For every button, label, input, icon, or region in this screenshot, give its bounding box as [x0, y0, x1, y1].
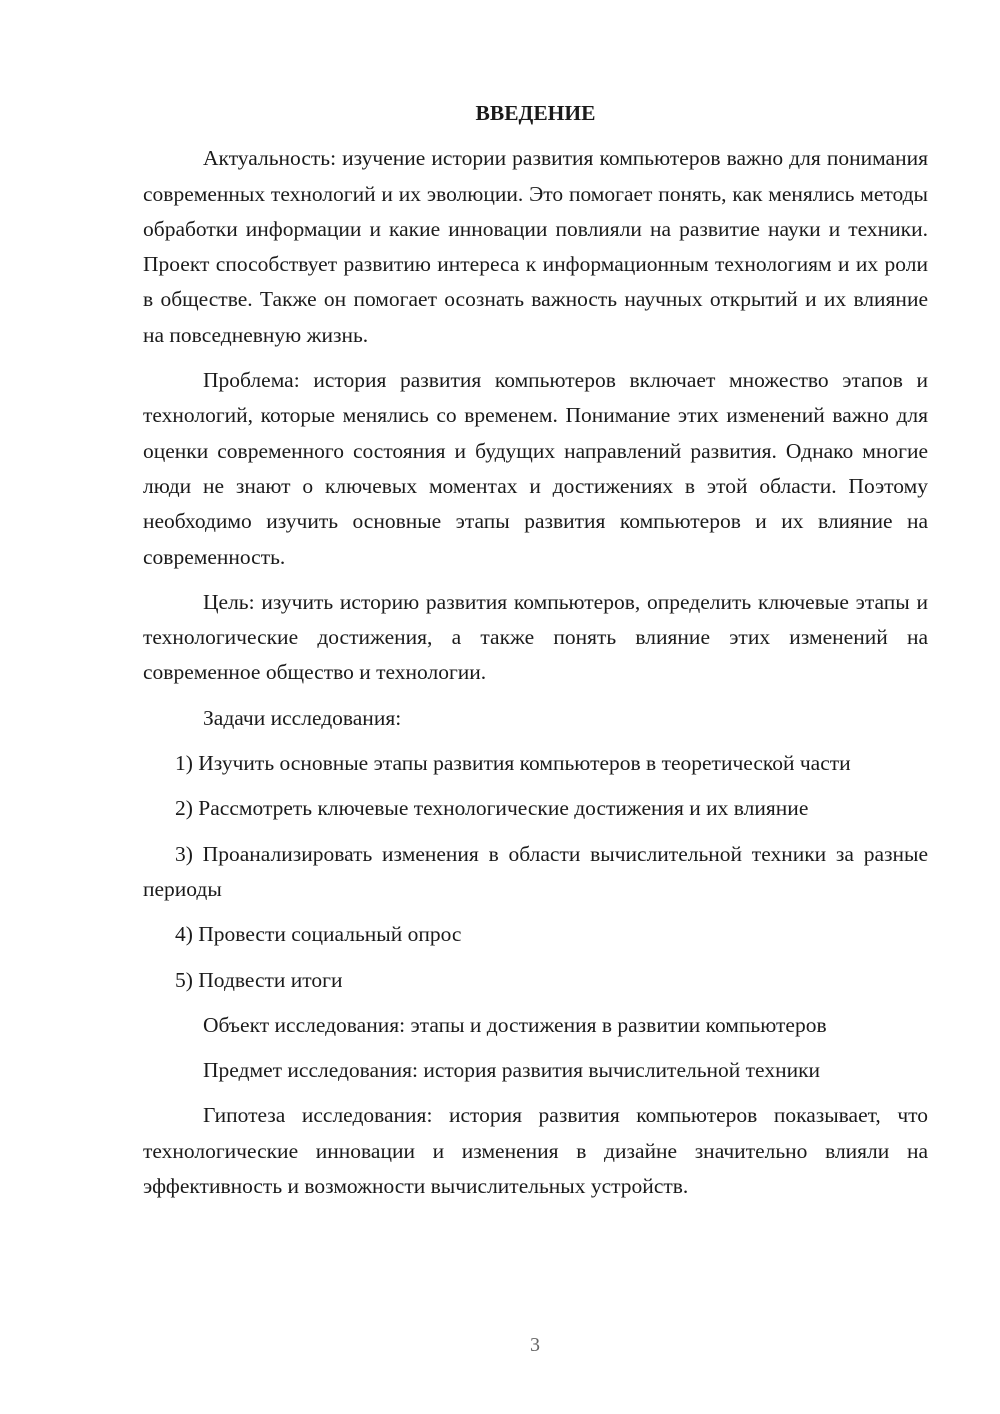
subject-paragraph: Предмет исследования: история развития вычислительной техники: [203, 1058, 821, 1083]
page-number: 3: [530, 1334, 540, 1356]
relevance-paragraph: Актуальность: изучение истории развития компьютеров важно для понимания современных технологий и их эволюции. Это помогает понять, как менялись методы обработки информации и какие инновации повлияли на развитие науки и техники. Проект способствует развитию интереса к информационным технологиям и их роли в обществе. Также он помогает осознать важность научных открытий и их влияние на повседневную жизнь.: [143, 146, 928, 347]
task-item: 5) Подвести итоги: [175, 967, 343, 992]
task-item: 4) Провести социальный опрос: [175, 922, 462, 947]
problem-paragraph: Проблема: история развития компьютеров включает множество этапов и технологий, которые менялись со временем. Понимание этих изменений важно для оценки современного состояния и будущих направлений развития. Однако многие люди не знают о ключевых моментах и достижениях в этой области. Поэтому необходимо изучить основные этапы развития компьютеров и их влияние на современность.: [143, 368, 928, 569]
tasks-heading: Задачи исследования:: [203, 705, 402, 730]
page-title: ВВЕДЕНИЕ: [475, 101, 596, 125]
object-paragraph: Объект исследования: этапы и достижения в развитии компьютеров: [203, 1012, 827, 1037]
task-item: 2) Рассмотреть ключевые технологические достижения и их влияние: [175, 796, 809, 821]
task-item: 1) Изучить основные этапы развития компьютеров в теоретической части: [175, 751, 851, 776]
hypothesis-paragraph: Гипотеза исследования: история развития компьютеров показывает, что технологические инновации и изменения в дизайне значительно влияли на эффективность и возможности вычислительных устройств.: [143, 1103, 928, 1199]
document-body: [143, 96, 928, 1214]
task-item: 3) Проанализировать изменения в области вычислительной техники за разные периоды: [143, 841, 928, 901]
tasks-list: [143, 746, 928, 998]
goal-paragraph: Цель: изучить историю развития компьютеров, определить ключевые этапы и технологические достижения, а также понять влияние этих изменений на современное общество и технологии.: [143, 589, 928, 685]
